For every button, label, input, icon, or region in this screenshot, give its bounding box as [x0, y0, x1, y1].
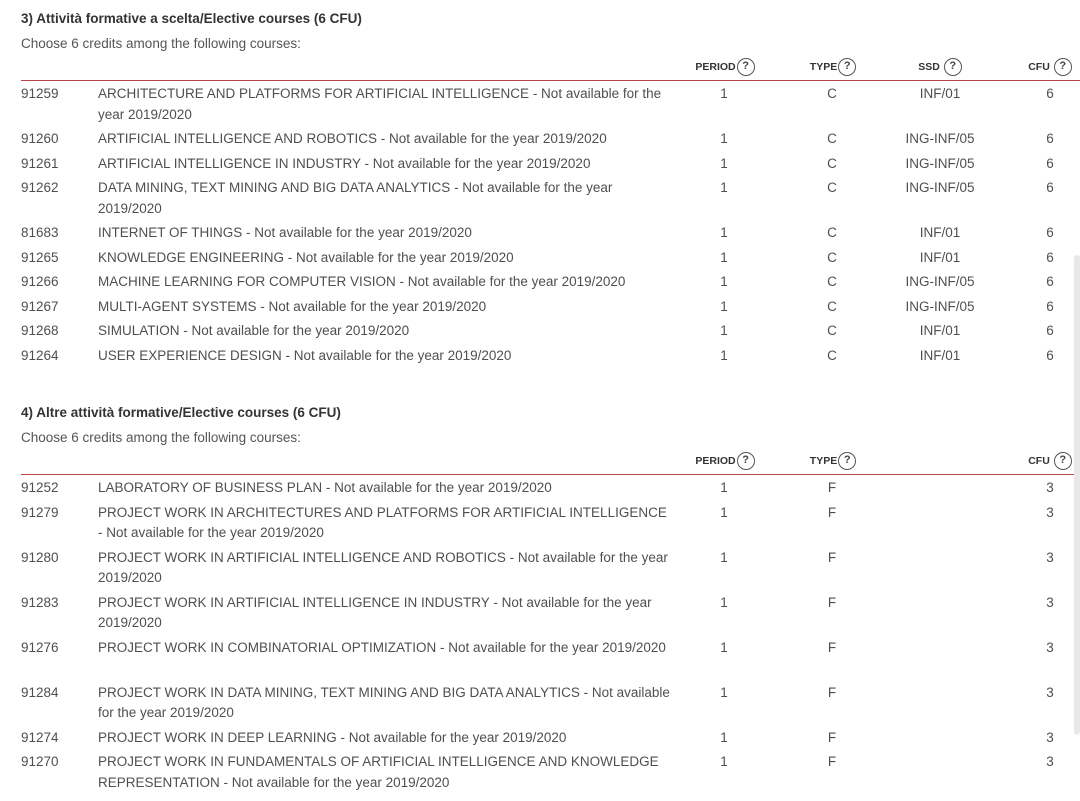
course-ssd: ING-INF/05 [905, 131, 975, 146]
course-period: 1 [720, 249, 728, 265]
course-code: 91265 [21, 249, 59, 265]
ssd-header [915, 57, 965, 77]
period-header-label: PERIOD [695, 61, 736, 73]
course-name[interactable]: PROJECT WORK IN FUNDAMENTALS OF ARTIFICIAL INTELLIGENCE AND KNOWLEDGE REPRESENTATION - Not available for the year 2019/2020 [98, 754, 659, 790]
cfu-header-label: CFU [1028, 455, 1050, 467]
course-period: 1 [720, 323, 728, 338]
course-period: 1 [720, 298, 728, 314]
course-type: C [827, 225, 837, 240]
course-row [0, 346, 1080, 371]
course-period: 1 [720, 639, 728, 655]
type-help-icon[interactable]: ? [838, 452, 856, 470]
course-code: 91259 [21, 86, 59, 101]
course-cfu: 6 [1046, 155, 1054, 171]
course-row [0, 548, 1080, 593]
course-cfu: 3 [1046, 639, 1054, 655]
course-list [0, 478, 1080, 797]
course-cfu: 3 [1046, 480, 1054, 495]
cfu-help-icon[interactable]: ? [1054, 58, 1072, 76]
course-code: 91279 [21, 504, 59, 520]
course-name[interactable]: MULTI-AGENT SYSTEMS - Not available for the year 2019/2020 [98, 298, 487, 314]
course-period: 1 [720, 754, 728, 769]
course-name[interactable]: LABORATORY OF BUSINESS PLAN - Not available for the year 2019/2020 [98, 480, 552, 495]
course-type: F [827, 480, 837, 495]
course-type: F [827, 639, 837, 655]
scrollbar[interactable] [1074, 255, 1080, 735]
course-ssd: ING-INF/05 [905, 274, 975, 289]
course-code: 91260 [21, 131, 59, 146]
course-ssd: ING-INF/05 [905, 180, 975, 195]
course-cfu: 6 [1046, 131, 1054, 146]
course-ssd: INF/01 [919, 86, 961, 101]
course-ssd: ING-INF/05 [905, 298, 975, 314]
course-row [0, 272, 1080, 297]
course-cfu: 6 [1046, 274, 1054, 289]
course-cfu: 3 [1046, 504, 1054, 520]
course-code: 91274 [21, 729, 59, 745]
type-header-label: TYPE [809, 61, 838, 73]
course-code: 91276 [21, 639, 59, 655]
course-name[interactable]: MACHINE LEARNING FOR COMPUTER VISION - Not available for the year 2019/2020 [98, 274, 626, 289]
type-header-label: TYPE [809, 455, 838, 467]
course-type: F [827, 729, 837, 745]
course-type: C [827, 86, 837, 101]
course-type: F [827, 684, 837, 700]
course-name[interactable]: SIMULATION - Not available for the year 2019/2020 [98, 323, 410, 338]
course-code: 91270 [21, 754, 59, 769]
course-period: 1 [720, 86, 728, 101]
course-cfu: 6 [1046, 225, 1054, 240]
course-cfu: 3 [1046, 754, 1054, 769]
course-row [0, 178, 1080, 223]
course-code: 91264 [21, 347, 59, 363]
section-subtitle: Choose 6 credits among the following courses: [21, 430, 301, 445]
course-row [0, 84, 1080, 129]
course-row [0, 728, 1080, 753]
course-row [0, 638, 1080, 683]
period-header [693, 451, 757, 471]
period-help-icon[interactable]: ? [737, 452, 755, 470]
course-cfu: 3 [1046, 729, 1054, 745]
course-type: F [827, 504, 837, 520]
course-name[interactable]: PROJECT WORK IN ARCHITECTURES AND PLATFORMS FOR ARTIFICIAL INTELLIGENCE - Not available for the year 2019/2020 [98, 504, 667, 540]
course-ssd: ING-INF/05 [905, 155, 975, 171]
section-title: 3) Attività formative a scelta/Elective courses (6 CFU) [21, 11, 362, 26]
course-period: 1 [720, 480, 728, 495]
course-type: F [827, 549, 837, 565]
course-row [0, 321, 1080, 346]
period-help-icon[interactable]: ? [737, 58, 755, 76]
course-period: 1 [720, 155, 728, 171]
course-row [0, 752, 1080, 797]
course-ssd: INF/01 [919, 347, 961, 363]
course-ssd: INF/01 [919, 249, 961, 265]
course-row [0, 503, 1080, 548]
cfu-help-icon[interactable]: ? [1054, 452, 1072, 470]
course-row [0, 248, 1080, 273]
period-header [693, 57, 757, 77]
course-name[interactable]: PROJECT WORK IN DEEP LEARNING - Not available for the year 2019/2020 [98, 729, 567, 745]
ssd-help-icon[interactable]: ? [944, 58, 962, 76]
header-divider [21, 80, 1080, 81]
course-type: C [827, 249, 837, 265]
course-row [0, 297, 1080, 322]
course-period: 1 [720, 131, 728, 146]
course-period: 1 [720, 684, 728, 700]
type-header [808, 451, 858, 471]
course-cfu: 3 [1046, 594, 1054, 610]
course-code: 91284 [21, 684, 59, 700]
section-subtitle: Choose 6 credits among the following courses: [21, 36, 301, 51]
course-name[interactable]: DATA MINING, TEXT MINING AND BIG DATA ANALYTICS - Not available for the year 2019/2020 [98, 180, 613, 216]
type-help-icon[interactable]: ? [838, 58, 856, 76]
ssd-header-label: SSD [918, 61, 940, 73]
course-row [0, 223, 1080, 248]
type-header [808, 57, 858, 77]
course-code: 91262 [21, 180, 59, 195]
course-cfu: 3 [1046, 684, 1054, 700]
course-period: 1 [720, 729, 728, 745]
course-type: C [827, 298, 837, 314]
course-cfu: 6 [1046, 298, 1054, 314]
cfu-header-label: CFU [1028, 61, 1050, 73]
course-row [0, 478, 1080, 503]
course-cfu: 6 [1046, 180, 1054, 195]
course-period: 1 [720, 504, 728, 520]
table-header [0, 451, 1080, 475]
course-period: 1 [720, 347, 728, 363]
course-cfu: 6 [1046, 323, 1054, 338]
course-name[interactable]: PROJECT WORK IN ARTIFICIAL INTELLIGENCE IN INDUSTRY - Not available for the year 2019/2020 [98, 594, 652, 630]
course-list [0, 84, 1080, 370]
course-name[interactable]: USER EXPERIENCE DESIGN - Not available for the year 2019/2020 [98, 347, 512, 363]
course-code: 91267 [21, 298, 59, 314]
course-code: 81683 [21, 225, 59, 240]
course-type: C [827, 180, 837, 195]
course-type: C [827, 323, 837, 338]
course-period: 1 [720, 180, 728, 195]
cfu-header [1025, 57, 1075, 77]
cfu-header [1025, 451, 1075, 471]
course-ssd: INF/01 [919, 323, 961, 338]
course-name[interactable]: KNOWLEDGE ENGINEERING - Not available for the year 2019/2020 [98, 249, 514, 265]
course-period: 1 [720, 225, 728, 240]
course-name[interactable]: ARTIFICIAL INTELLIGENCE AND ROBOTICS - Not available for the year 2019/2020 [98, 131, 607, 146]
course-period: 1 [720, 274, 728, 289]
course-cfu: 6 [1046, 249, 1054, 265]
course-type: C [827, 347, 837, 363]
course-name[interactable]: PROJECT WORK IN ARTIFICIAL INTELLIGENCE AND ROBOTICS - Not available for the year 2019/2020 [98, 549, 668, 585]
course-row [0, 129, 1080, 154]
course-cfu: 3 [1046, 549, 1054, 565]
header-divider [21, 474, 1080, 475]
course-code: 91252 [21, 480, 59, 495]
course-code: 91280 [21, 549, 59, 565]
course-type: F [827, 594, 837, 610]
course-name[interactable]: INTERNET OF THINGS - Not available for the year 2019/2020 [98, 225, 472, 240]
course-row [0, 154, 1080, 179]
section-title: 4) Altre attività formative/Elective courses (6 CFU) [21, 405, 341, 420]
course-code: 91261 [21, 155, 59, 171]
course-code: 91283 [21, 594, 59, 610]
course-code: 91268 [21, 323, 59, 338]
course-cfu: 6 [1046, 86, 1054, 101]
course-period: 1 [720, 594, 728, 610]
course-name[interactable]: PROJECT WORK IN COMBINATORIAL OPTIMIZATION - Not available for the year 2019/2020 [98, 639, 666, 655]
table-header [0, 57, 1080, 81]
course-cfu: 6 [1046, 347, 1054, 363]
course-type: C [827, 274, 837, 289]
course-row [0, 683, 1080, 728]
period-header-label: PERIOD [695, 455, 736, 467]
course-type: C [827, 155, 837, 171]
course-name[interactable]: PROJECT WORK IN DATA MINING, TEXT MINING AND BIG DATA ANALYTICS - Not available for the year 2019/2020 [98, 684, 670, 720]
course-ssd: INF/01 [919, 225, 961, 240]
course-type: C [827, 131, 837, 146]
course-code: 91266 [21, 274, 59, 289]
course-period: 1 [720, 549, 728, 565]
course-name[interactable]: ARCHITECTURE AND PLATFORMS FOR ARTIFICIAL INTELLIGENCE - Not available for the year 2019/2020 [98, 86, 662, 122]
course-row [0, 593, 1080, 638]
course-name[interactable]: ARTIFICIAL INTELLIGENCE IN INDUSTRY - Not available for the year 2019/2020 [98, 155, 591, 171]
course-type: F [827, 754, 837, 769]
